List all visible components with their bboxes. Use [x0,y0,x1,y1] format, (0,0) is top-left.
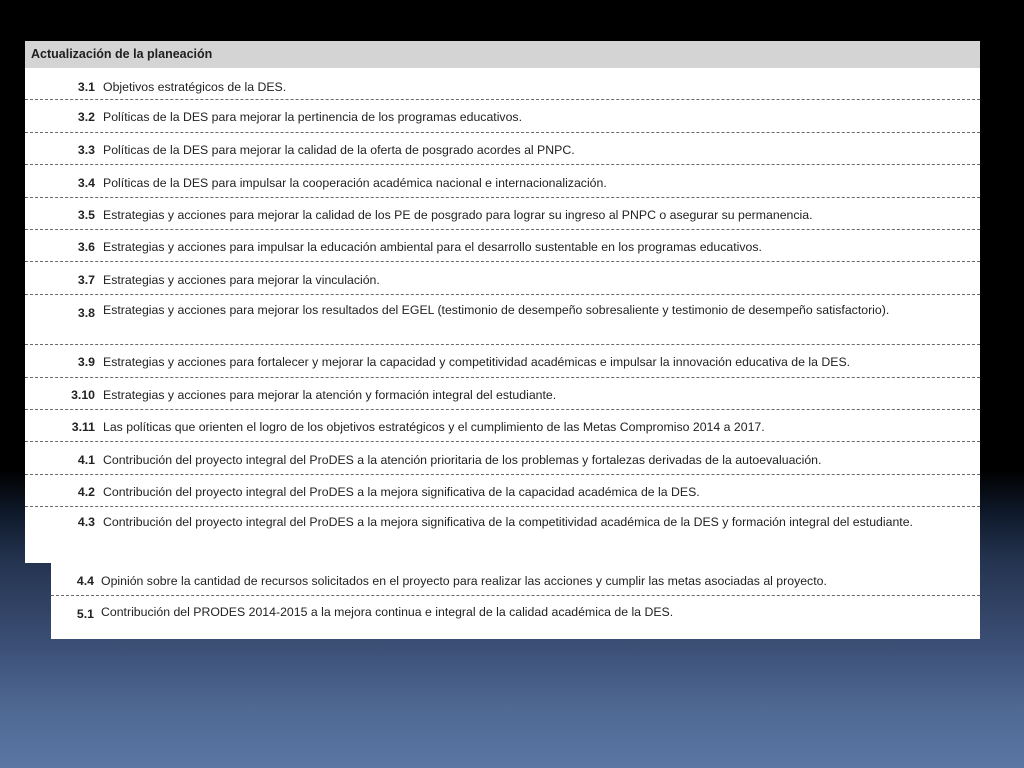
list-item [25,133,980,165]
item-number: 3.10 [71,388,95,402]
list-item [51,562,980,596]
item-number: 3.5 [77,208,95,222]
item-number: 3.9 [77,355,95,369]
item-text: Estrategias y acciones para fortalecer y mejorar la capacidad y competitividad académicas e impulsar la innovación educativa de la DES. [103,355,851,369]
document-panel [25,41,980,563]
section-header: Actualización de la planeación [25,41,980,68]
item-text: Contribución del PRODES 2014-2015 a la mejora continua e integral de la calidad académica de la DES. [101,605,674,619]
list-item [25,378,980,410]
item-number: 3.3 [77,143,95,157]
list-item [25,345,980,378]
item-text: Objetivos estratégicos de la DES. [103,80,287,94]
list-item [25,68,980,100]
list-item [25,442,980,475]
list-item [25,198,980,230]
item-number: 3.6 [77,240,95,254]
item-text: Estrategias y acciones para mejorar la atención y formación integral del estudiante. [103,388,557,402]
item-number: 5.1 [76,607,94,621]
document-panel-continuation [51,562,980,639]
item-number: 4.1 [77,453,95,467]
list-item [25,165,980,198]
item-text: Políticas de la DES para mejorar la pertinencia de los programas educativos. [103,110,522,124]
item-number: 3.4 [77,176,95,190]
item-number: 4.2 [77,485,95,499]
item-number: 3.11 [71,420,95,434]
list-item [25,507,980,563]
item-number: 4.4 [76,574,94,588]
item-text: Contribución del proyecto integral del ProDES a la mejora significativa de la competitividad académica de la DES y formación integral del estudiante. [103,515,913,529]
list-item [25,295,980,345]
item-number: 4.3 [77,515,95,529]
list-item [25,410,980,442]
item-text: Estrategias y acciones para mejorar los resultados del EGEL (testimonio de desempeño sobresaliente y testimonio de desempeño satisfactorio). [103,303,890,317]
item-text: Las políticas que orienten el logro de los objetivos estratégicos y el cumplimiento de las Metas Compromiso 2014 a 2017. [103,420,765,434]
list-item [25,100,980,133]
item-text: Opinión sobre la cantidad de recursos solicitados en el proyecto para realizar las acciones y cumplir las metas asociadas al proyecto. [101,574,827,588]
list-item [25,262,980,295]
list-item [51,596,980,639]
item-text: Políticas de la DES para mejorar la calidad de la oferta de posgrado acordes al PNPC. [103,143,575,157]
item-text: Estrategias y acciones para impulsar la educación ambiental para el desarrollo sustentable en los programas educativos. [103,240,762,254]
item-text: Contribución del proyecto integral del ProDES a la mejora significativa de la capacidad académica de la DES. [103,485,700,499]
item-number: 3.8 [77,306,95,320]
list-item [25,230,980,262]
item-text: Políticas de la DES para impulsar la cooperación académica nacional e internacionalización. [103,176,607,190]
item-text: Contribución del proyecto integral del ProDES a la atención prioritaria de los problemas y fortalezas derivadas de la autoevaluación. [103,453,822,467]
item-number: 3.1 [77,80,95,94]
list-item [25,475,980,507]
item-number: 3.2 [77,110,95,124]
item-number: 3.7 [77,273,95,287]
item-text: Estrategias y acciones para mejorar la calidad de los PE de posgrado para lograr su ingreso al PNPC o asegurar su permanencia. [103,208,813,222]
item-text: Estrategias y acciones para mejorar la vinculación. [103,273,380,287]
